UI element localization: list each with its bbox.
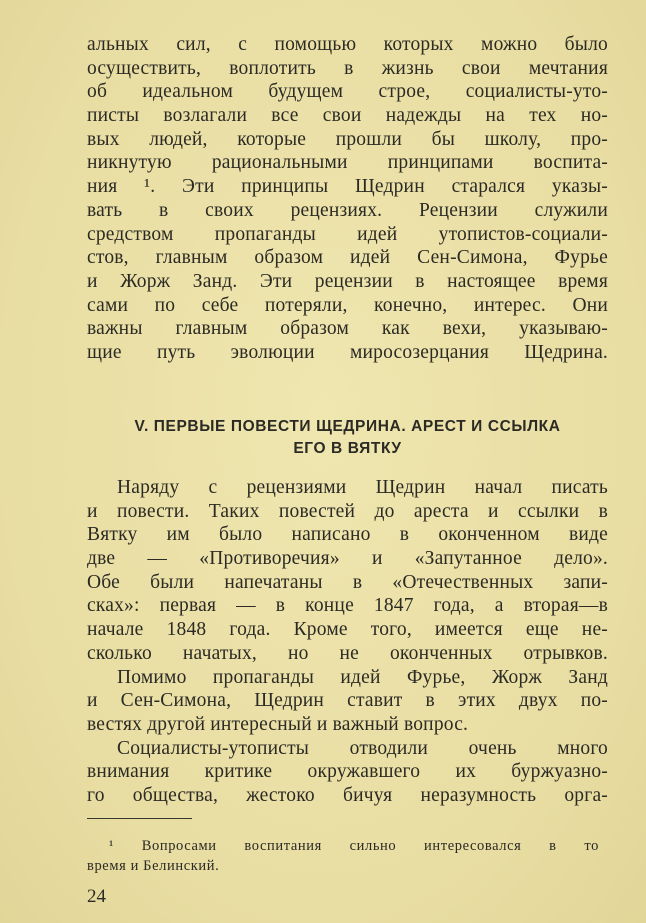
text-line: вых людей, которые прошли бы школу, про- bbox=[87, 128, 608, 150]
paragraph-2 bbox=[87, 476, 608, 666]
text-line: сках»: первая — в конце 1847 года, а вторая—в bbox=[87, 595, 608, 617]
text-line: осуществить, воплотить в жизнь свои мечтания bbox=[87, 57, 608, 79]
footnote bbox=[87, 836, 599, 876]
text-line: средством пропаганды идей утопистов-социали- bbox=[87, 223, 608, 245]
chapter-heading bbox=[87, 416, 608, 460]
page-number: 24 bbox=[87, 886, 106, 907]
text-line: вестях другой интересный и важный вопрос. bbox=[87, 713, 469, 735]
footnote-line: время и Белинский. bbox=[87, 858, 220, 874]
text-line: Помимо пропаганды идей Фурье, Жорж Занд bbox=[117, 666, 608, 688]
text-line: важны главным образом как вехи, указываю- bbox=[87, 318, 608, 340]
chapter-heading-line-2: ЕГО В ВЯТКУ bbox=[293, 440, 402, 457]
text-line: вать в своих рецензиях. Рецензии служили bbox=[87, 199, 608, 221]
text-line: альных сил, с помощью которых можно было bbox=[87, 34, 608, 55]
text-line: сколько начатых, но не оконченных отрывков. bbox=[87, 642, 608, 664]
footnote-line: ¹ Вопросами воспитания сильно интересовался в то bbox=[109, 838, 599, 854]
text-line: Вятку им было написано в оконченном виде bbox=[87, 524, 608, 546]
text-line: Социалисты-утописты отводили очень много bbox=[117, 737, 608, 759]
text-line: об идеальном будущем строе, социалисты-уто- bbox=[87, 81, 608, 103]
text-line: и Жорж Занд. Эти рецензии в настоящее время bbox=[87, 270, 608, 292]
chapter-heading-line-1: V. ПЕРВЫЕ ПОВЕСТИ ЩЕДРИНА. АРЕСТ И ССЫЛКА bbox=[134, 418, 561, 435]
text-line: щие путь эволюции миросозерцания Щедрина. bbox=[87, 341, 608, 363]
text-line: стов, главным образом идей Сен-Симона, Фурье bbox=[87, 247, 608, 269]
text-line: внимания критике окружавшего их буржуазно- bbox=[87, 761, 608, 783]
text-line: сами по себе потеряли, конечно, интерес. Они bbox=[87, 294, 608, 316]
text-line: и Сен-Симона, Щедрин ставит в этих двух по- bbox=[87, 690, 608, 712]
text-line: и повести. Таких повестей до ареста и ссылки в bbox=[87, 500, 608, 522]
paragraph-4 bbox=[87, 737, 608, 808]
text-line: начале 1848 года. Кроме того, имеется еще не- bbox=[87, 619, 608, 641]
text-line: никнутую рациональными принципами воспита- bbox=[87, 152, 608, 174]
text-line: Обе были напечатаны в «Отечественных запи- bbox=[87, 571, 608, 593]
text-line: две — «Противоречия» и «Запутанное дело». bbox=[87, 548, 608, 570]
paragraph-3 bbox=[87, 666, 608, 737]
paragraph-1 bbox=[87, 33, 608, 365]
text-line: писты возлагали все свои надежды на тех но- bbox=[87, 105, 608, 127]
footnote-divider bbox=[87, 818, 192, 819]
text-line: го общества, жестоко бичуя неразумность орга- bbox=[87, 785, 608, 807]
text-line: ния ¹. Эти принципы Щедрин старался указы- bbox=[87, 176, 608, 198]
text-line: Наряду с рецензиями Щедрин начал писать bbox=[117, 477, 608, 498]
